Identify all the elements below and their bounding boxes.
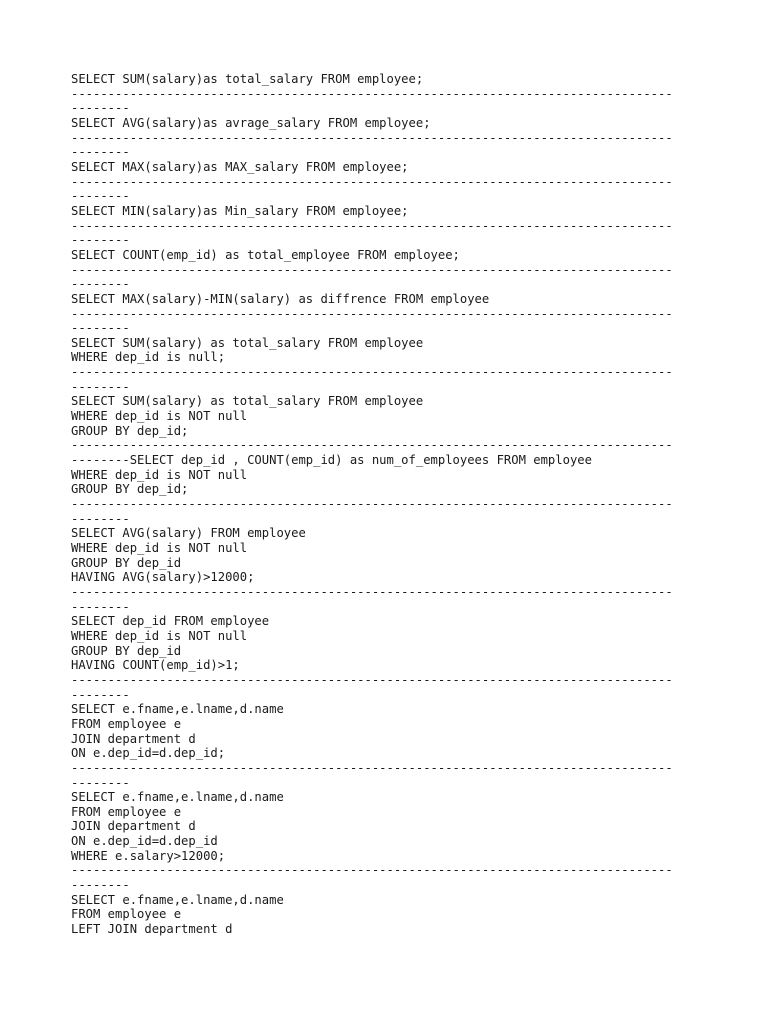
separator-line: ---------------------------------------------------------------------------------- (71, 365, 673, 380)
text-line: SELECT AVG(salary)as avrage_salary FROM employee; (71, 115, 431, 130)
separator-line: ---------------------------------------------------------------------------------- (71, 86, 673, 101)
text-line: GROUP BY dep_id (71, 555, 182, 570)
separator-line: ---------------------------------------------------------------------------------- (71, 218, 673, 233)
separator-line: -------- (71, 878, 130, 893)
separator-line: -------- (71, 233, 130, 248)
separator-line: -------- (71, 189, 130, 204)
text-line: SELECT COUNT(emp_id) as total_employee FROM employee; (71, 247, 460, 262)
separator-line: ---------------------------------------------------------------------------------- (71, 438, 673, 453)
separator-line: -------- (71, 277, 130, 292)
text-line: SELECT SUM(salary) as total_salary FROM employee (71, 335, 424, 350)
separator-line: ---------------------------------------------------------------------------------- (71, 863, 673, 878)
separator-line: -------- (71, 599, 130, 614)
text-line: SELECT SUM(salary)as total_salary FROM employee; (71, 72, 424, 86)
text-line: WHERE e.salary>12000; (71, 848, 226, 863)
text-line: FROM employee e (71, 716, 182, 731)
text-line: --------SELECT dep_id , COUNT(emp_id) as num_of_employees FROM employee (71, 453, 592, 468)
text-line: GROUP BY dep_id (71, 643, 182, 658)
text-line: JOIN department d (71, 819, 196, 834)
text-line: FROM employee e (71, 907, 182, 922)
text-line: GROUP BY dep_id; (71, 482, 189, 497)
text-line: WHERE dep_id is NOT null (71, 541, 248, 555)
separator-line: ---------------------------------------------------------------------------------- (71, 174, 673, 189)
separator-line: -------- (71, 687, 130, 702)
text-line: WHERE dep_id is NOT null (71, 467, 248, 482)
separator-line: -------- (71, 101, 130, 116)
separator-line: ---------------------------------------------------------------------------------- (71, 672, 673, 687)
separator-line: -------- (71, 145, 130, 160)
separator-line: ---------------------------------------------------------------------------------- (71, 262, 673, 277)
text-line: SELECT MAX(salary)-MIN(salary) as diffrence FROM employee (71, 291, 490, 306)
separator-line: ---------------------------------------------------------------------------------- (71, 306, 673, 321)
text-line: SELECT AVG(salary) FROM employee (71, 526, 306, 541)
text-line: WHERE dep_id is NOT null (71, 628, 248, 643)
text-line: SELECT SUM(salary) as total_salary FROM employee (71, 394, 424, 409)
separator-line: ---------------------------------------------------------------------------------- (71, 130, 673, 145)
text-line: WHERE dep_id is null; (71, 350, 226, 365)
text-line: HAVING AVG(salary)>12000; (71, 570, 255, 585)
text-line: GROUP BY dep_id; (71, 423, 189, 438)
separator-line: -------- (71, 775, 130, 790)
text-line: SELECT dep_id FROM employee (71, 614, 270, 629)
text-line: ON e.dep_id=d.dep_id; (71, 746, 226, 761)
text-line: JOIN department d (71, 731, 196, 746)
text-line: FROM employee e (71, 804, 182, 819)
text-line: ON e.dep_id=d.dep_id (71, 834, 218, 849)
text-line: SELECT MAX(salary)as MAX_salary FROM employee; (71, 159, 409, 174)
text-line: LEFT JOIN department d (71, 922, 233, 937)
separator-line: -------- (71, 379, 130, 394)
text-line: SELECT e.fname,e.lname,d.name (71, 790, 284, 805)
separator-line: ---------------------------------------------------------------------------------- (71, 584, 673, 599)
text-line: SELECT e.fname,e.lname,d.name (71, 702, 284, 717)
separator-line: ---------------------------------------------------------------------------------- (71, 760, 673, 775)
document-page (71, 72, 711, 937)
text-line: HAVING COUNT(emp_id)>1; (71, 658, 240, 673)
text-line: SELECT MIN(salary)as Min_salary FROM employee; (71, 203, 409, 218)
text-line: SELECT e.fname,e.lname,d.name (71, 892, 284, 907)
text-line: WHERE dep_id is NOT null (71, 409, 248, 424)
separator-line: ---------------------------------------------------------------------------------- (71, 497, 673, 512)
separator-line: -------- (71, 321, 130, 336)
separator-line: -------- (71, 511, 130, 526)
